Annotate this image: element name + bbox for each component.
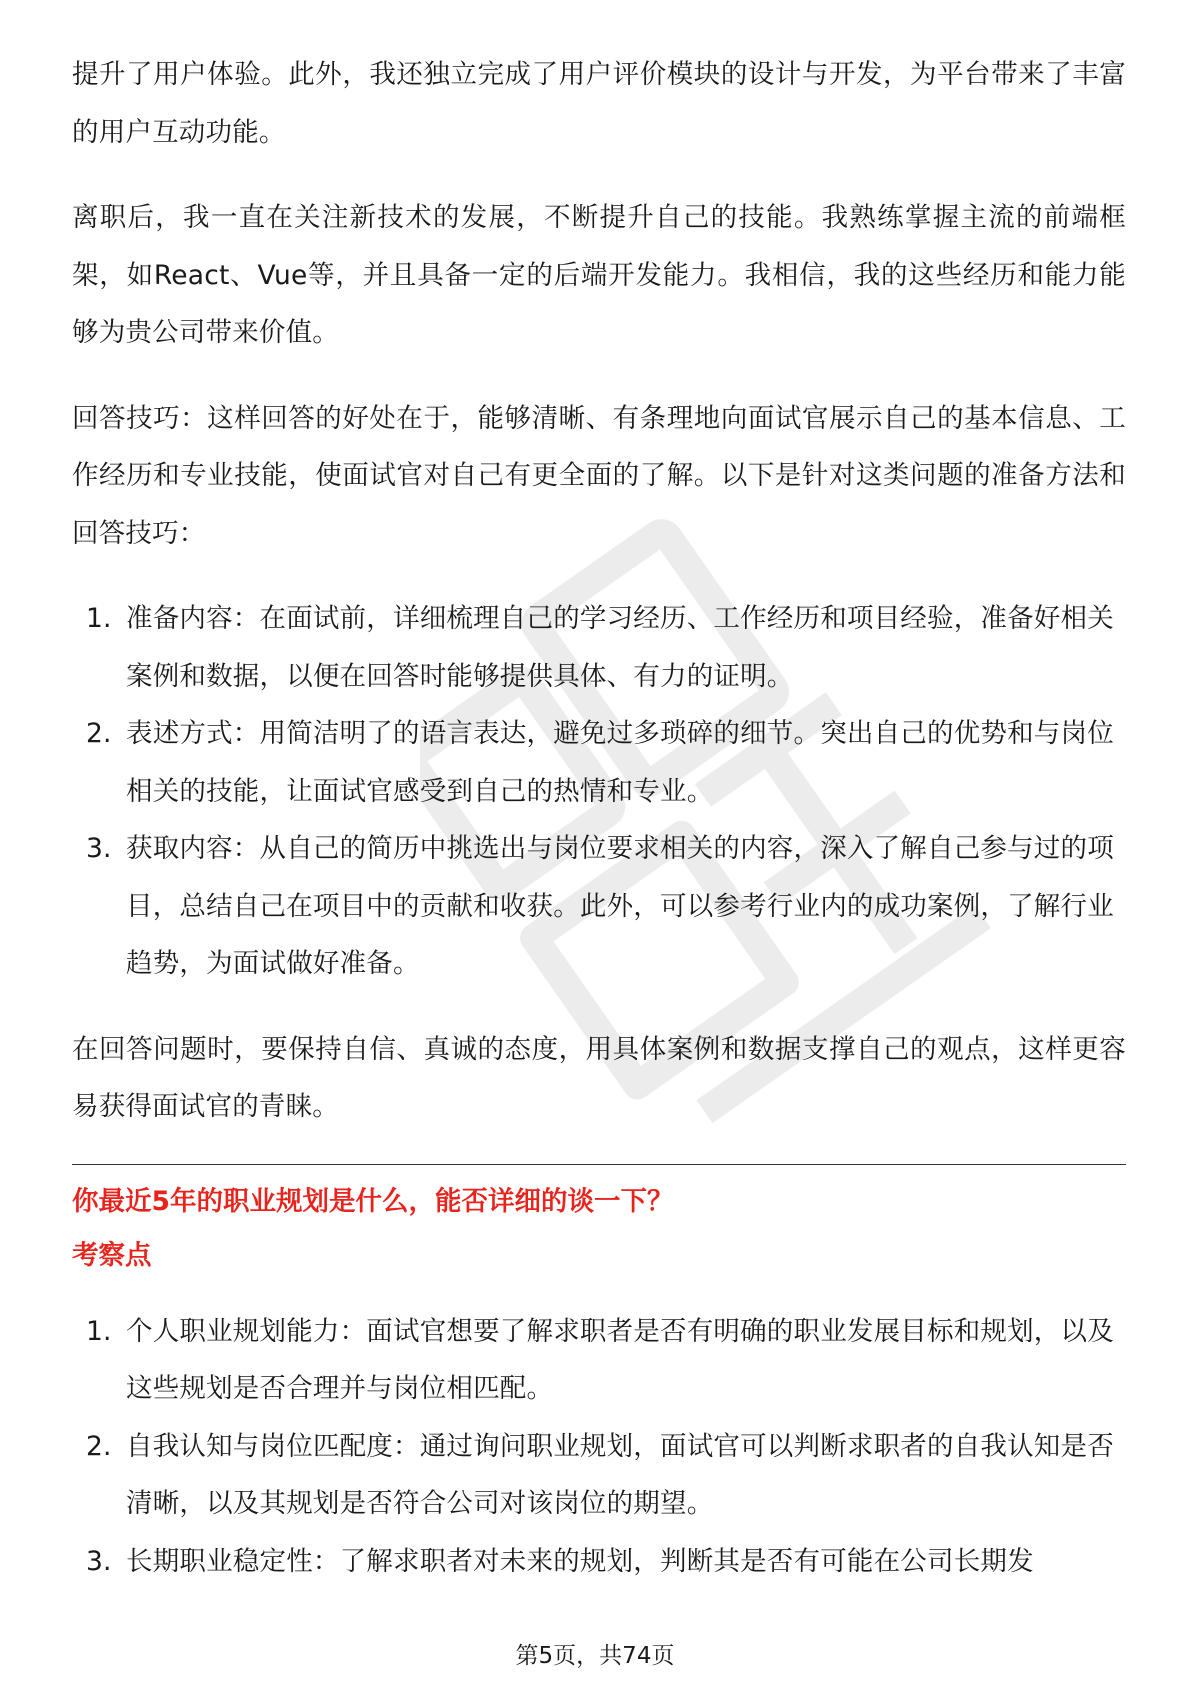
list-item-text: 表述方式：用简洁明了的语言表达，避免过多琐碎的细节。突出自己的优势和与岗位相关的技能，让面试官感受到自己的热情和专业。 [126,718,1114,807]
list-number: 2. [86,718,112,749]
list-number: 2. [86,1430,112,1462]
list-number: 1. [86,1315,112,1347]
list-item-text: 长期职业稳定性：了解求职者对未来的规划，判断其是否有可能在公司长期发 [126,1545,1034,1577]
list-item [72,1533,1126,1591]
list-item-text: 准备内容：在面试前，详细梳理自己的学习经历、工作经历和项目经验，准备好相关案例和数据，以便在回答时能够提供具体、有力的证明。 [126,603,1114,692]
list-item-text: 获取内容：从自己的简历中挑选出与岗位要求相关的内容，深入了解自己参与过的项目，总结自己在项目中的贡献和收获。此外，可以参考行业内的成功案例，了解行业趋势，为面试做好准备。 [126,833,1114,979]
assessment-points-list [72,1303,1126,1591]
closing-paragraph: 在回答问题时，要保持自信、真诚的态度，用具体案例和数据支撑自己的观点，这样更容易获得面试官的青睐。 [72,1033,1126,1122]
main-content [72,46,1126,1618]
paragraph-2: 离职后，我一直在关注新技术的发展，不断提升自己的技能。我熟练掌握主流的前端框架，如React、Vue等，并且具备一定的后端开发能力。我相信，我的这些经历和能力能够为贵公司带来价值。 [72,202,1126,348]
section-divider [72,1164,1126,1165]
list-item [72,1418,1126,1533]
page-footer: 第5页，共74页 [515,1643,675,1669]
list-item [72,1303,1126,1418]
list-number: 3. [86,833,112,864]
answer-tips-list [72,590,1126,993]
list-item-text: 个人职业规划能力：面试官想要了解求职者是否有明确的职业发展目标和规划，以及这些规划是否合理并与岗位相匹配。 [126,1315,1114,1404]
list-number: 3. [86,1545,112,1577]
list-item-text: 自我认知与岗位匹配度：通过询问职业规划，面试官可以判断求职者的自我认知是否清晰，以及其规划是否符合公司对该岗位的期望。 [126,1430,1114,1519]
question-heading: 你最近5年的职业规划是什么，能否详细的谈一下？ [72,1185,674,1217]
list-item [72,820,1126,993]
paragraph-3: 回答技巧：这样回答的好处在于，能够清晰、有条理地向面试官展示自己的基本信息、工作经历和专业技能，使面试官对自己有更全面的了解。以下是针对这类问题的准备方法和回答技巧： [72,402,1126,549]
list-item [72,590,1126,705]
list-item [72,705,1126,820]
list-number: 1. [86,603,112,634]
section-title: 考察点 [72,1239,152,1271]
paragraph-1: 提升了用户体验。此外，我还独立完成了用户评价模块的设计与开发，为平台带来了丰富的用户互动功能。 [72,59,1126,148]
